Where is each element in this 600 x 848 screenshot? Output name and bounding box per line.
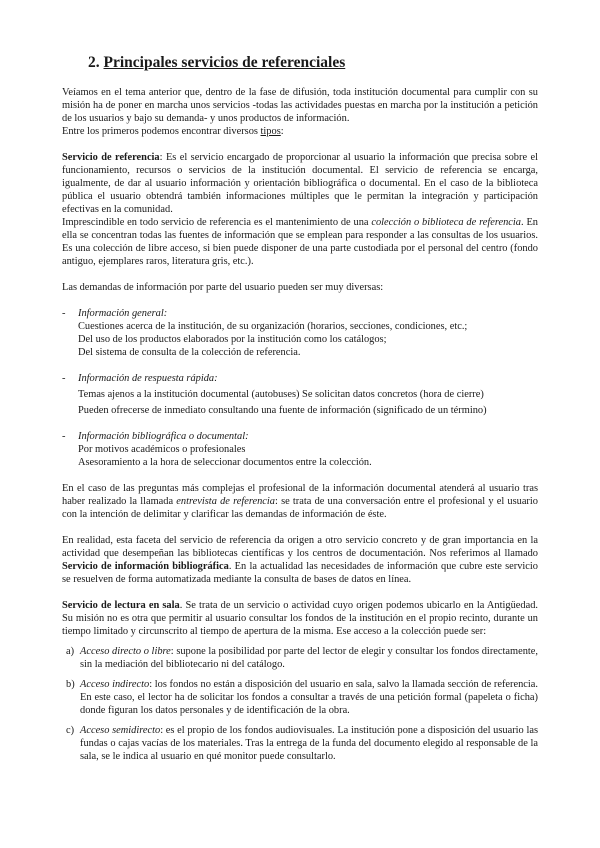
coleccion-paragraph: Imprescindible en todo servicio de referencia es el mantenimiento de una colección o biblioteca de referencia. En ella se concentran todas las fuentes de información que se emplean para responder a las consultas de los usuarios. Es una colección de libre acceso, si bien puede disponer de una parte custodiada por el personal del centro (fondo antiguo, ejemplares raros, literatura gris, etc.).: [62, 217, 538, 267]
list-item-label: Acceso indirecto: [80, 679, 150, 690]
list-item: a) Acceso directo o libre: supone la posibilidad por parte del lector de elegir y consultar los fondos directamente, sin la mediación del bibliotecario ni del catálogo.: [66, 646, 538, 670]
list-item-label: Acceso semidirecto: [80, 725, 161, 736]
list-item: c) Acceso semidirecto: es el propio de los fondos audiovisuales. La institución pone a disposición del usuario las fundas o cajas vacías de los materiales. Tras la entrega de la funda del documento elegido al responsable de la sala, se le indica al usuario en qué monitor puede consultarlo.: [66, 725, 538, 762]
entrevista-paragraph: En el caso de las preguntas más complejas el profesional de la información documental atenderá al usuario tras haber realizado la llamada entrevista de referencia: se trata de una conversación entre el profesional y el usuario con la intención de delimitar y clarificar las demandas de información de éste.: [62, 483, 538, 520]
list-marker: c): [66, 725, 75, 736]
list-item-label: Acceso directo o libre: [80, 646, 171, 657]
list-item-line: Asesoramiento a la hora de seleccionar documentos entre la colección.: [78, 457, 372, 468]
list-item-line: Cuestiones acerca de la institución, de su organización (horarios, secciones, condiciones, etc.;: [78, 321, 468, 332]
list-dash: -: [62, 373, 66, 384]
list-item-label: Información general:: [78, 308, 168, 319]
list-marker: b): [66, 679, 75, 690]
bibliografica-paragraph: En realidad, esta faceta del servicio de referencia da origen a otro servicio concreto y de gran importancia en la actividad que desempeñan las bibliotecas científicas y los centros de documentación. Nos referimos al llamado Servicio de información bibliográfica. En la actualidad las necesidades de información que cubre este servicio se resuelven de forma automatizada mediante la consulta de bases de datos en línea.: [62, 535, 538, 585]
list-item: b) Acceso indirecto: los fondos no están a disposición del usuario en sala, salvo la llamada sección de referencia. En este caso, el lector ha de solicitar los fondos a consultar a través de una petición formal (papeleta o ficha) donde figuran los datos personales y de identificación de la obra.: [66, 679, 538, 716]
list-dash: -: [62, 431, 66, 442]
referencia-paragraph: Servicio de referencia: Es el servicio encargado de proporcionar al usuario la información que precisa sobre el funcionamiento, recursos o servicios de la institución documental. El servicio de referencia se encarga, igualmente, de dar al usuario información y orientación bibliográfica o documental. En el caso de la biblioteca pública el usuario obtendrá también informaciones múltiples que le permitan la integración y participación efectivas en la comunidad.: [62, 152, 538, 215]
demandas-intro: Las demandas de información por parte del usuario pueden ser muy diversas:: [62, 282, 384, 293]
list-item-label: Información de respuesta rápida:: [78, 373, 218, 384]
section-number: 2.: [88, 54, 100, 71]
list-item-line: Del uso de los productos elaborados por la institución como los catálogos;: [78, 334, 387, 345]
types-link[interactable]: tipos: [260, 126, 281, 137]
section-title-text: Principales servicios de referenciales: [103, 54, 346, 71]
lectura-heading: Servicio de lectura en sala: [62, 600, 180, 611]
section-title: [88, 54, 345, 72]
intro-types-line: Entre los primeros podemos encontrar diversos tipos:: [62, 126, 284, 137]
list-item-line: Pueden ofrecerse de inmediato consultando una fuente de información (significado de un término): [78, 405, 487, 416]
list-item: [62, 430, 538, 469]
list-item-line: Por motivos académicos o profesionales: [78, 444, 246, 455]
list-item-label: Información bibliográfica o documental:: [78, 431, 249, 442]
demandas-list: [62, 307, 538, 469]
list-item-line: Temas ajenos a la institución documental (autobuses) Se solicitan datos concretos (hora de cierre): [78, 389, 484, 400]
list-dash: -: [62, 308, 66, 319]
referencia-heading: Servicio de referencia: [62, 152, 160, 163]
document-body: [62, 86, 538, 770]
acceso-list: [62, 645, 538, 763]
list-item: [62, 372, 538, 417]
list-item-line: Del sistema de consulta de la colección de referencia.: [78, 347, 301, 358]
lectura-paragraph: Servicio de lectura en sala. Se trata de un servicio o actividad cuyo origen podemos ubicarlo en la Antigüedad. Su misión no es otra que permitir al usuario consultar los fondos de la institución en el propio recinto, durante un tiempo limitado y circunscrito al tiempo de apertura de la misma. Ese acceso a la colección puede ser:: [62, 600, 538, 637]
list-marker: a): [66, 646, 75, 657]
intro-paragraph: Veíamos en el tema anterior que, dentro de la fase de difusión, toda institución documental para cumplir con su misión ha de poner en marcha unos servicios -todas las actividades puestas en marcha por la institución a petición de los usuarios y bajo su demanda- y unos productos de información.: [62, 87, 538, 124]
list-item: [62, 307, 538, 359]
